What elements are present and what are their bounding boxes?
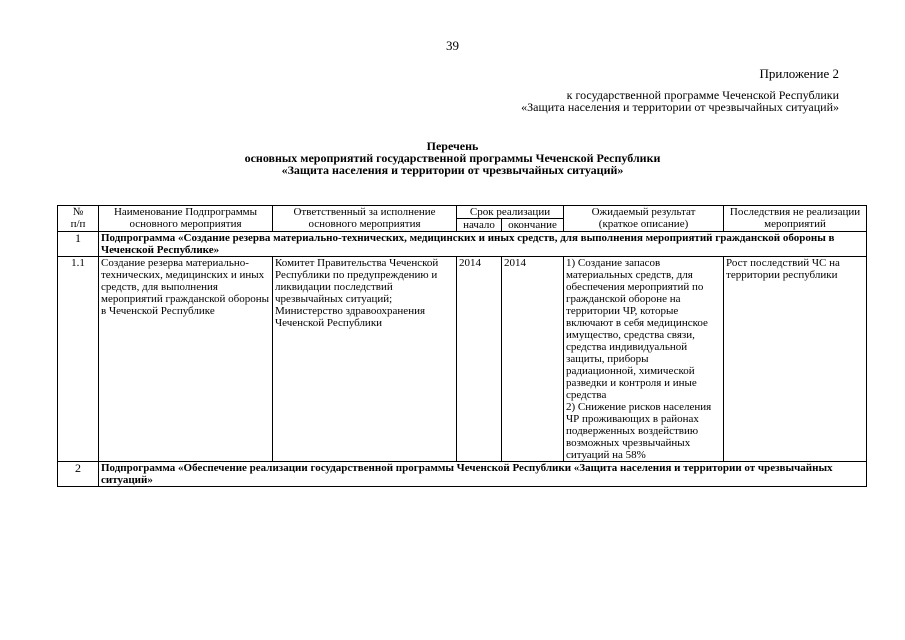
header-responsible: Ответственный за исполнение основного мероприятия: [273, 206, 457, 232]
subprogram-2-title: Подпрограмма «Обеспечение реализации государственной программы Чеченской Республики «Защита населения и территории от чрезвычайных ситуаций»: [99, 462, 867, 487]
row-1-1-responsible: Комитет Правительства Чеченской Республики по предупреждению и ликвидации последствий чрезвычайных ситуаций; Министерство здравоохранения Чеченской Республики: [273, 257, 457, 462]
heading-line-1: Перечень: [426, 139, 479, 153]
table-row: [58, 257, 867, 462]
header-end: окончание: [502, 219, 564, 232]
row-1-1-name: Создание резерва материально-технических, медицинских и иных средств, для выполнения мероприятий гражданской обороны в Чеченской Республике: [99, 257, 273, 462]
header-num: № п/п: [58, 206, 99, 232]
heading-line-2: основных мероприятий государственной программы Чеченской Республики: [244, 151, 661, 165]
header-result: Ожидаемый результат (краткое описание): [564, 206, 724, 232]
header-name: Наименование Подпрограммы основного мероприятия: [99, 206, 273, 232]
table-header-row: [58, 206, 867, 219]
appendix-line-1: к государственной программе Чеченской Республики: [566, 88, 839, 102]
activities-table: [57, 205, 867, 487]
appendix-line-2: «Защита населения и территории от чрезвычайных ситуаций»: [521, 100, 839, 114]
header-start: начало: [457, 219, 502, 232]
row-1-1-end: 2014: [502, 257, 564, 462]
page-number: 39: [446, 38, 459, 53]
subprogram-row-2: [58, 462, 867, 487]
subprogram-row-1: [58, 232, 867, 257]
row-1-1-num: 1.1: [58, 257, 99, 462]
row-1-1-result: 1) Создание запасов материальных средств, для обеспечения мероприятий по гражданской обороне на территории ЧР, которые включают в себя медицинское имущество, средства связи, средства индивидуальной защиты, приборы радиационной, химической разведки и контроля и иные средства 2) Снижение рисков населения ЧР проживающих в районах подверженных воздействию возможных чрезвычайных ситуаций на 58%: [564, 257, 724, 462]
row-1-1-consequences: Рост последствий ЧС на территории республики: [724, 257, 867, 462]
appendix-title: Приложение 2: [759, 66, 839, 81]
heading-line-3: «Защита населения и территории от чрезвычайных ситуаций»: [281, 163, 624, 177]
row-1-1-start: 2014: [457, 257, 502, 462]
header-consequences: Последствия не реализации мероприятий: [724, 206, 867, 232]
subprogram-2-num: 2: [58, 462, 99, 487]
subprogram-1-num: 1: [58, 232, 99, 257]
header-period: Срок реализации: [457, 206, 564, 219]
subprogram-1-title: Подпрограмма «Создание резерва материально-технических, медицинских и иных средств, для выполнения мероприятий гражданской обороны в Чеченской Республике»: [99, 232, 867, 257]
